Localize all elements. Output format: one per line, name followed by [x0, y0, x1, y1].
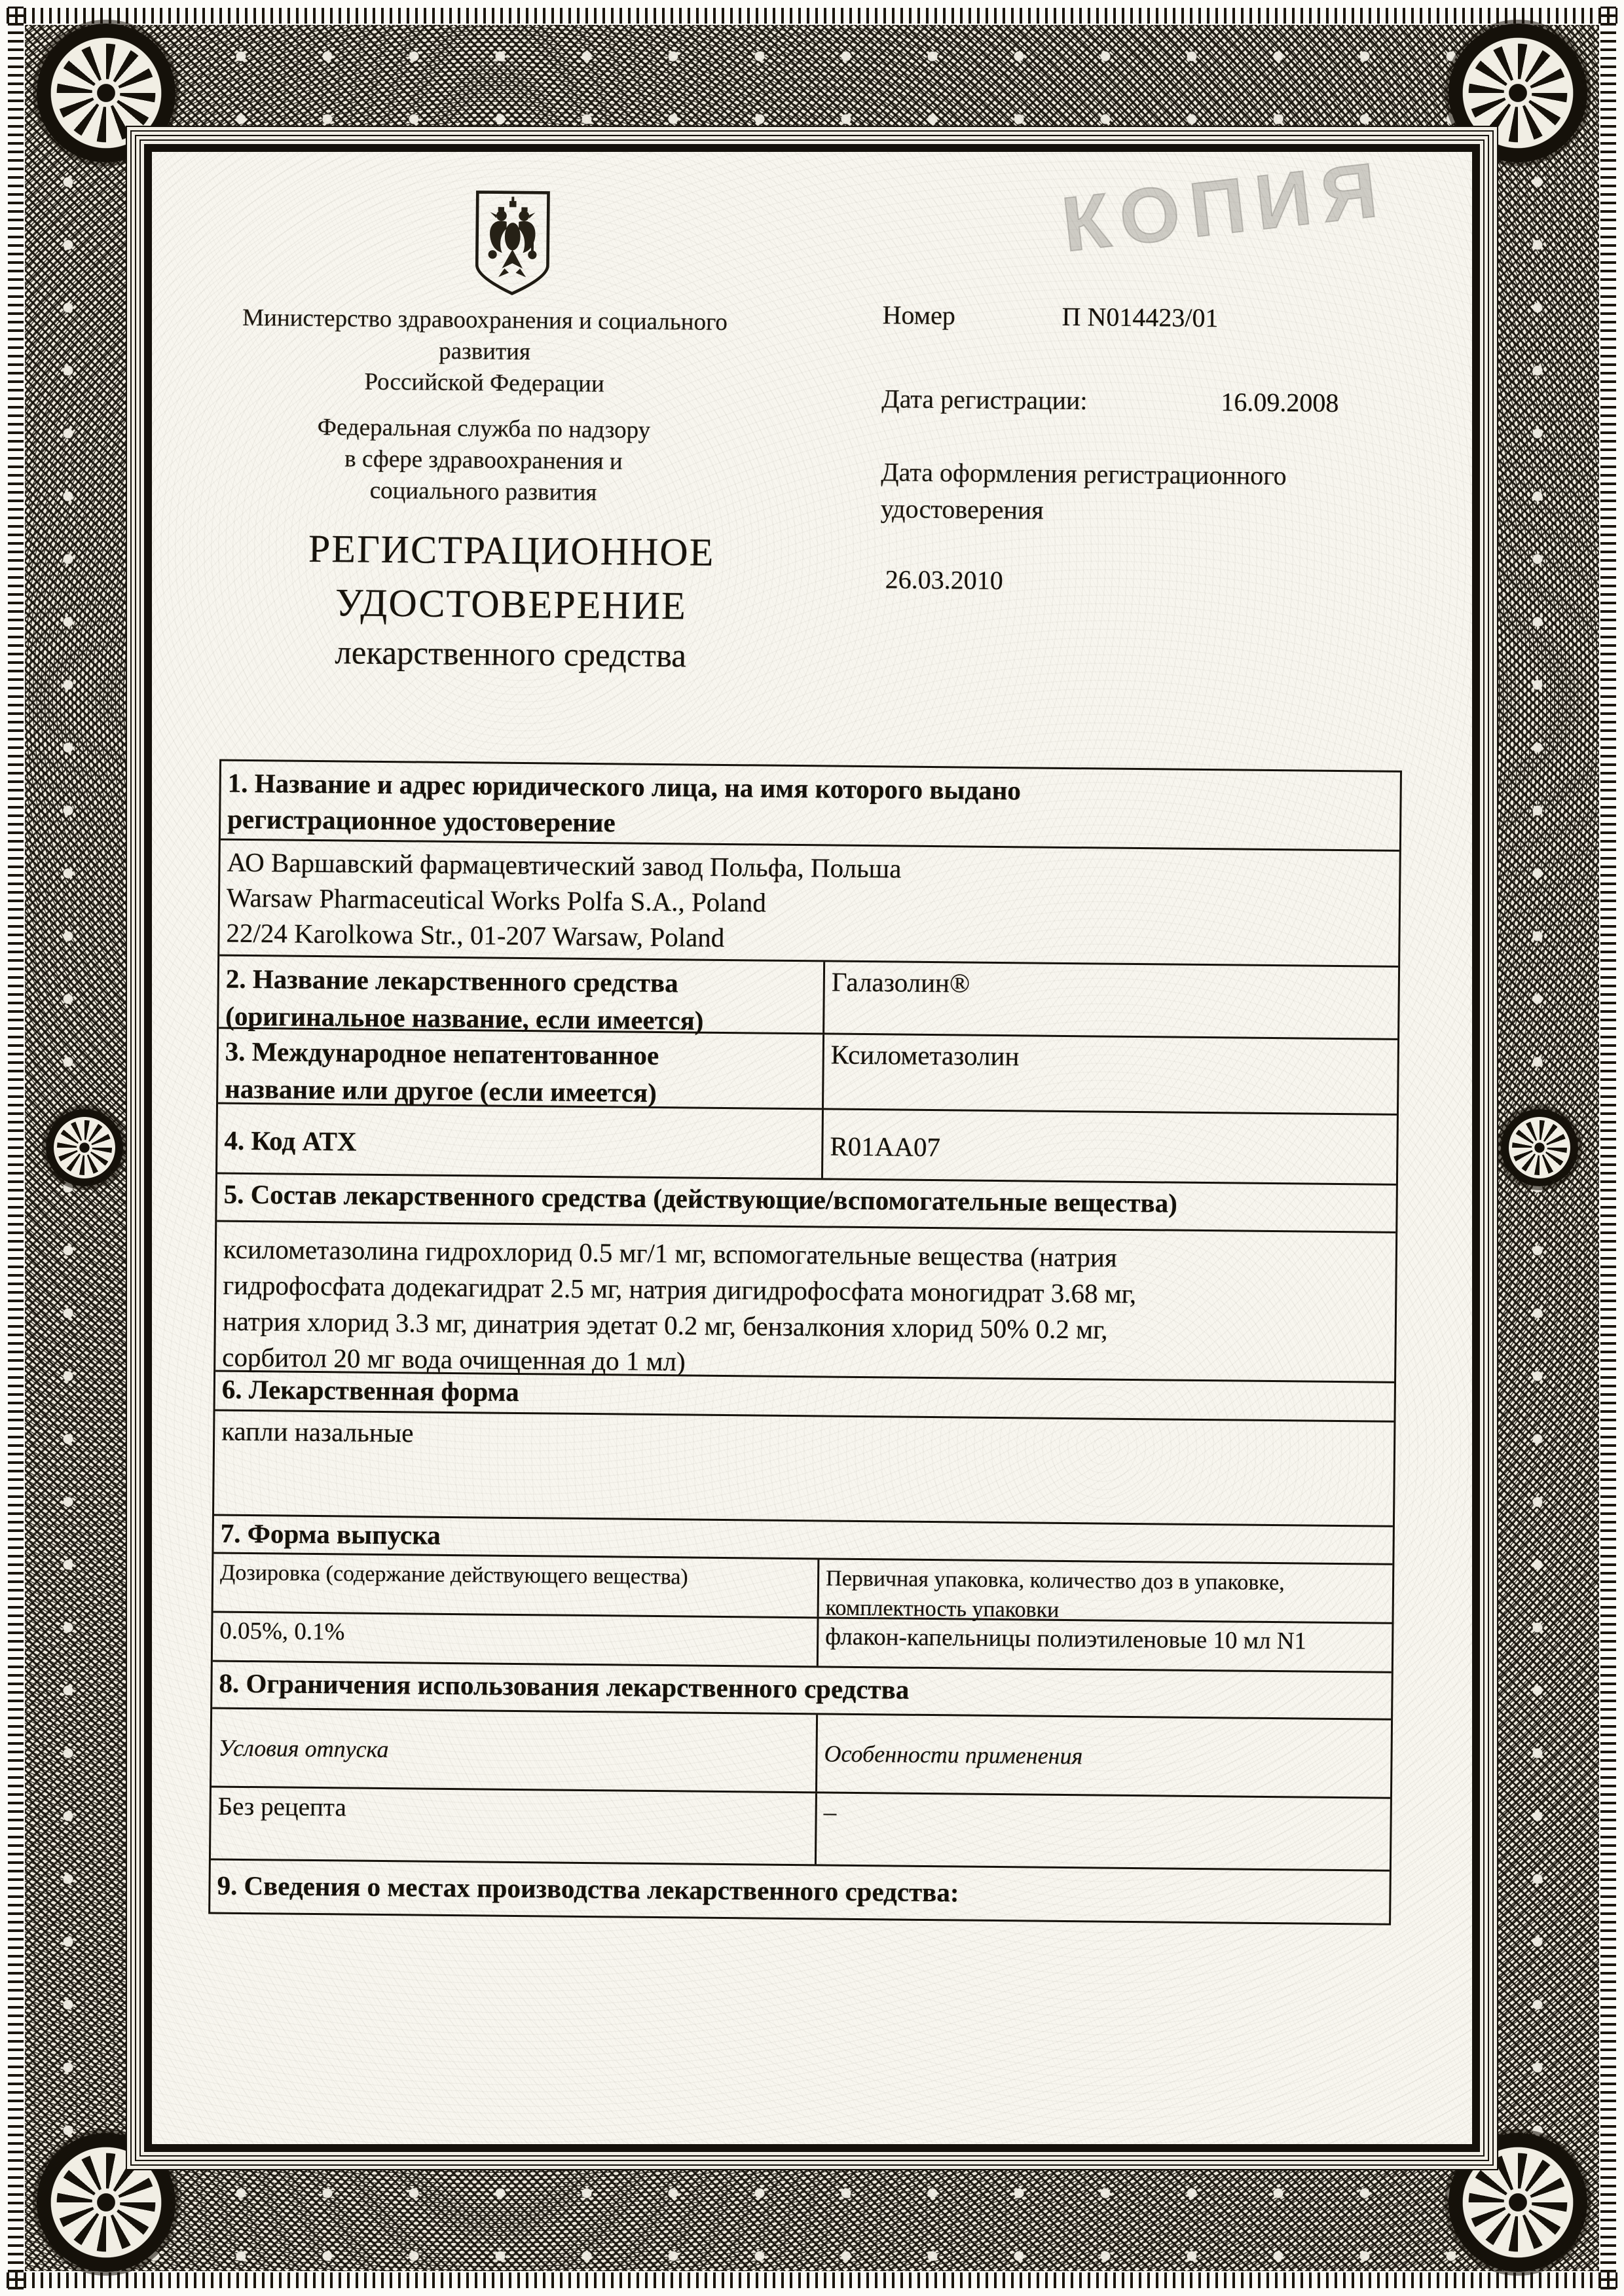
document-title: [245, 521, 777, 681]
corner-rosette-icon: [37, 2133, 175, 2272]
row4-label-cell: 4. Код АТХ: [217, 1104, 824, 1178]
row5-header-cell: 5. Состав лекарственного средства (действующие/вспомогательные вещества): [223, 1178, 1178, 1218]
ministry-line: Министерство здравоохранения и социального: [242, 304, 728, 336]
ministry-line: развития: [438, 337, 531, 366]
packaging-value-cell: флакон-капельницы полиэтиленовые 10 мл N1: [825, 1623, 1307, 1655]
title-line: РЕГИСТРАЦИОННОЕ: [308, 526, 715, 574]
trade-name: Галазолин®: [831, 966, 970, 998]
issuing-authority-block: [212, 302, 757, 510]
table-row-1-content: [219, 839, 1399, 966]
inn-name: Ксилометазолин: [830, 1039, 1020, 1072]
row7-header-cell: 7. Форма выпуска: [220, 1518, 441, 1550]
dosage-column-header: Дозировка (содержание действующего вещества): [213, 1554, 820, 1617]
table-row-5-content: [215, 1220, 1395, 1381]
edge-ticks-bottom: [7, 2272, 1617, 2288]
issue-date-value: 26.03.2010: [885, 564, 1003, 596]
dosage-value-cell: 0.05%, 0.1%: [213, 1613, 819, 1666]
side-rosette-icon: [46, 1109, 123, 1186]
table-row-2: [219, 955, 1398, 1038]
packaging-column-header: Первичная упаковка, количество доз в упаковке, комплектность упаковки: [825, 1566, 1285, 1622]
table-row-4: [217, 1102, 1397, 1184]
ministry-line: Российской Федерации: [364, 368, 604, 398]
scanned-content-layer: [133, 145, 1472, 2155]
row6-header-cell: 6. Лекарственная форма: [221, 1374, 519, 1407]
dosage-form-cell: капли назальные: [221, 1415, 414, 1448]
table-row-7-subheader: [213, 1552, 1393, 1622]
table-row-3: [218, 1027, 1397, 1114]
issue-date-label-line: Дата оформления регистрационного: [881, 457, 1287, 491]
row8-header-cell: 8. Ограничения использования лекарственного средства: [219, 1667, 910, 1705]
corner-rosette-icon: [1449, 2133, 1587, 2272]
row1-header-cell: 1. Название и адрес юридического лица, на имя которого выдано регистрационное удостоверение: [227, 767, 1022, 838]
certificate-paper: [152, 145, 1472, 2144]
row4-value-cell: [823, 1110, 1397, 1183]
registration-date-label: Дата регистрации:: [881, 384, 1088, 416]
row2-value-cell: [824, 962, 1398, 1038]
dispensing-conditions-value: Без рецепта: [211, 1788, 817, 1865]
service-line: в сфере здравоохранения и: [344, 445, 623, 475]
corner-rosette-icon: [37, 24, 175, 162]
copy-watermark: КОПИЯ: [1058, 145, 1392, 268]
title-line: лекарственного средства: [335, 634, 687, 675]
holder-name-en: Warsaw Pharmaceutical Works Polfa S.A., Poland: [226, 882, 767, 918]
application-features-value: –: [823, 1798, 837, 1827]
row2-label-cell: 2. Название лекарственного средства (оригинальное название, если имеется): [219, 957, 825, 1033]
row3-label-cell: 3. Международное непатентованное название или другое (если имеется): [218, 1029, 824, 1108]
table-row-6-content: [214, 1410, 1393, 1525]
composition-cell: ксилометазолина гидрохлорид 0.5 мг/1 мг, вспомогательные вещества (натрия гидрофосфата додекагидрат 2.5 мг, натрия дигидрофосфата моногидрат 3.68 мг, натрия хлорид 3.3 мг, динатрия эдетат 0.2 мг, бензалкония хлорид 50% 0.2 мг, сорбитол 20 мг вода очищенная до 1 мл): [222, 1233, 1137, 1377]
corner-rosette-icon: [1449, 24, 1587, 162]
holder-name-ru: АО Варшавский фармацевтический завод Польфа, Польша: [227, 847, 902, 884]
atc-code: R01AA07: [830, 1131, 941, 1163]
title-line: УДОСТОВЕРЕНИЕ: [335, 581, 687, 628]
table-row-9-header: [210, 1859, 1390, 1923]
number-value: П N014423/01: [1061, 301, 1219, 333]
service-line: Федеральная служба по надзору: [317, 413, 651, 444]
certificate-table: [208, 759, 1402, 1925]
table-row-8-values: [211, 1786, 1390, 1870]
dispensing-conditions-header: Условия отпуска: [212, 1709, 818, 1792]
number-label: Номер: [882, 300, 956, 331]
row3-value-cell: [824, 1034, 1397, 1113]
edge-ticks-right: [1600, 7, 1616, 2289]
issue-date-label-line: удостоверения: [880, 494, 1044, 525]
row1-content-cell: [219, 841, 1399, 966]
application-features-header: Особенности применения: [824, 1740, 1083, 1770]
row9-header-cell: 9. Сведения о местах производства лекарственного средства:: [217, 1870, 959, 1908]
table-row-8-subheader: [212, 1707, 1391, 1797]
table-row-1-header: [221, 761, 1400, 850]
side-rosette-icon: [1501, 1109, 1578, 1186]
registration-date-value: 16.09.2008: [1221, 387, 1339, 418]
service-line: социального развития: [369, 477, 597, 507]
edge-ticks-top: [7, 8, 1617, 24]
holder-address: 22/24 Karolkowa Str., 01-207 Warsaw, Poland: [226, 917, 725, 953]
coat-of-arms-icon: [469, 188, 557, 299]
edge-ticks-left: [8, 7, 24, 2289]
